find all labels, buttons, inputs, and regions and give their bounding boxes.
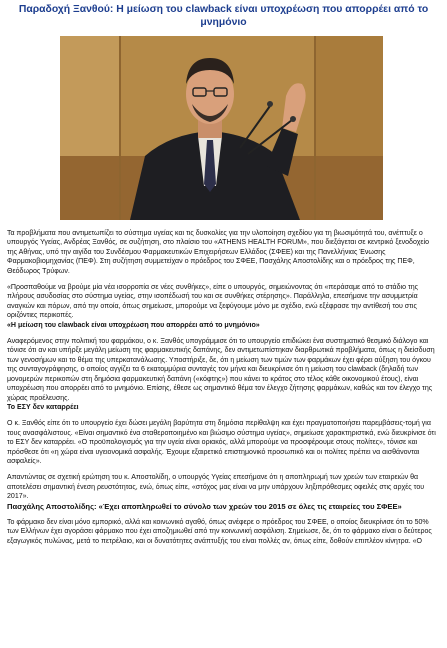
article-body bbox=[0, 220, 447, 546]
subheading-esy: Το ΕΣΥ δεν καταρρέει bbox=[7, 403, 79, 411]
paragraph-public-health: Ο κ. Ξανθός είπε ότι το υπουργείο έχει δώσει μεγάλη βαρύτητα στη δημόσια περίθαλψη και έχει πραγματοποιήσει παρεμβάσεις-τομή για τους ανασφάλιστους. «Είναι σημαντικό ένα σταθεροποιημένο και βιώσιμο σύστημα υγείας», σημείωσε χαρακτηριστικά, ενώ διευκρίνισε ότι το ΕΣΥ δεν καταρρέει. «Ο προϋπολογισμός για την υγεία είναι οριακός, αλλά μπορούμε να προσφέρουμε στους πολίτες», τόνισε και πρόσθεσε ότι «η χώρα είναι υγειονομικά ασφαλής. Έχουμε εξαιρετικό επιστημονικό προσωπικό και οι πολίτες πρέπει να αισθάνονται ασφαλείς». bbox=[7, 420, 436, 465]
subheading-apostolidis: Πασχάλης Αποστολίδης: «Έχει αποπληρωθεί το σύνολο των χρεών του 2015 σε όλες τις εταιρείες του ΣΦΕΕ» bbox=[7, 501, 402, 511]
article-photo bbox=[60, 36, 383, 220]
paragraph-drug-policy: Αναφερόμενος στην πολιτική του φαρμάκου, ο κ. Ξανθός υπογράμμισε ότι το υπουργείο επιδιώκει ένα συστηματικό θεσμικό διάλογο και τόνισε ότι αν και υπήρξε μεγάλη μείωση της φαρμακευτικής δαπάνης, δεν αντιμετωπίστηκαν διαρθρωτικά προβλήματα, όπως η διείσδυση των γενοσήμων και το θέμα της υπερκατανάλωσης. Υποστήριξε, δε, ότι η μείωση των τιμών των φαρμάκων έχει φέρει αύξηση του όγκου της συνταγογράφησης, ο οποίος αγγίζει τα 6 εκατομμύρια συνταγές τον μήνα και διευκρίνισε ότι η μείωση του clawback (δηλαδή των μονομερών περικοπών στη δημόσια φαρμακευτική δαπάνη («κόφτης») που κάνει το κράτος στο τέλος κάθε οικονομικού έτους), είναι υποχρέωση που απορρέει από το μνημόνιο. Επίσης, έθεσε ως σημαντικό θέμα τον έλεγχο ζήτησης φαρμάκων, καθώς και τον έλεγχο της χώρας προέλευσης. bbox=[7, 338, 435, 402]
photo-of-minister-icon bbox=[60, 36, 383, 220]
subheading-clawback: «Η μείωση του clawback είναι υποχρέωση που απορρέει από το μνημόνιο» bbox=[7, 321, 260, 329]
article-title: Παραδοχή Ξανθού: Η μείωση του clawback είναι υποχρέωση που απορρέει από το μνημόνιο bbox=[18, 4, 429, 28]
paragraph-intro: Τα προβλήματα που αντιμετωπίζει το σύστημα υγείας και τις δυσκολίες για την υλοποίηση σχεδίου για τη βιωσιμότητά του, ανέπτυξε ο υπουργός Υγείας, Ανδρέας Ξανθός, σε συζήτηση, στο πλαίσιο του «ATHENS HEALTH FORUM», που διεξάγεται σε κεντρικό ξενοδοχείο της Αθήνας, υπό την αιγίδα του Συνδέσμου Φαρμακευτικών Επιχειρήσεων Ελλάδος (ΣΦΕΕ) και της Πανελλήνιας Ένωσης Φαρμακοβιομηχανίας (ΠΕΦ). Στη συζήτηση συμμετείχαν ο πρόεδρος του ΣΦΕΕ, Πασχάλης Αποστολίδης και ο πρόεδρος της ΠΕΦ, Θεόδωρος Τρύφων. bbox=[7, 230, 430, 275]
paragraph-quote: «Προσπαθούμε να βρούμε μία νέα ισορροπία σε νέες συνθήκες», είπε ο υπουργός, σημειώνοντας ότι «περάσαμε από το στάδιο της πλήρους ασυδοσίας στο σύστημα υγείας, στην ισοπέδωσή του και σε συνθήκες στέρησης». Παράλληλα, επεσήμανε την ασυμμετρία αναγκών και πόρων, από την οποία, όπως σημείωσε, μπορούμε να ξεφύγουμε μόνο με σχέδιο, ενώ εξέφρασε την αντίθεσή του στις οριζόντιες περικοπές. bbox=[7, 284, 419, 320]
paragraph-debts: Απαντώντας σε σχετική ερώτηση του κ. Αποστολίδη, ο υπουργός Υγείας επεσήμανε ότι η αποπληρωμή των χρεών των εταιρειών θα αποτελέσει σημαντική ένεση ρευστότητας, ενώ, όπως είπε, «στόχος μας είναι να μην υπάρχουν ληξιπρόθεσμες οφειλές στις αρχές του 2017». bbox=[7, 474, 425, 501]
paragraph-sfee: Το φάρμακο δεν είναι μόνο εμπορικό, αλλά και κοινωνικό αγαθό, όπως ανέφερε ο πρόεδρος του ΣΦΕΕ, ο οποίος διευκρίνισε ότι το 50% των Ελλήνων έχει αγοράσει φάρμακο που έχει αποζημιωθεί από την κοινωνική ασφάλιση. Σημείωσε, δε, ότι το φάρμακο είναι ο δεύτερος εξαγωγικός πυλώνας, μετά το πετρέλαιο, και οι δυνατότητες ανάπτυξής του είναι πολλές αν, όπως είπε, δοθούν επιπλέον κίνητρα. «Ο bbox=[7, 518, 432, 545]
